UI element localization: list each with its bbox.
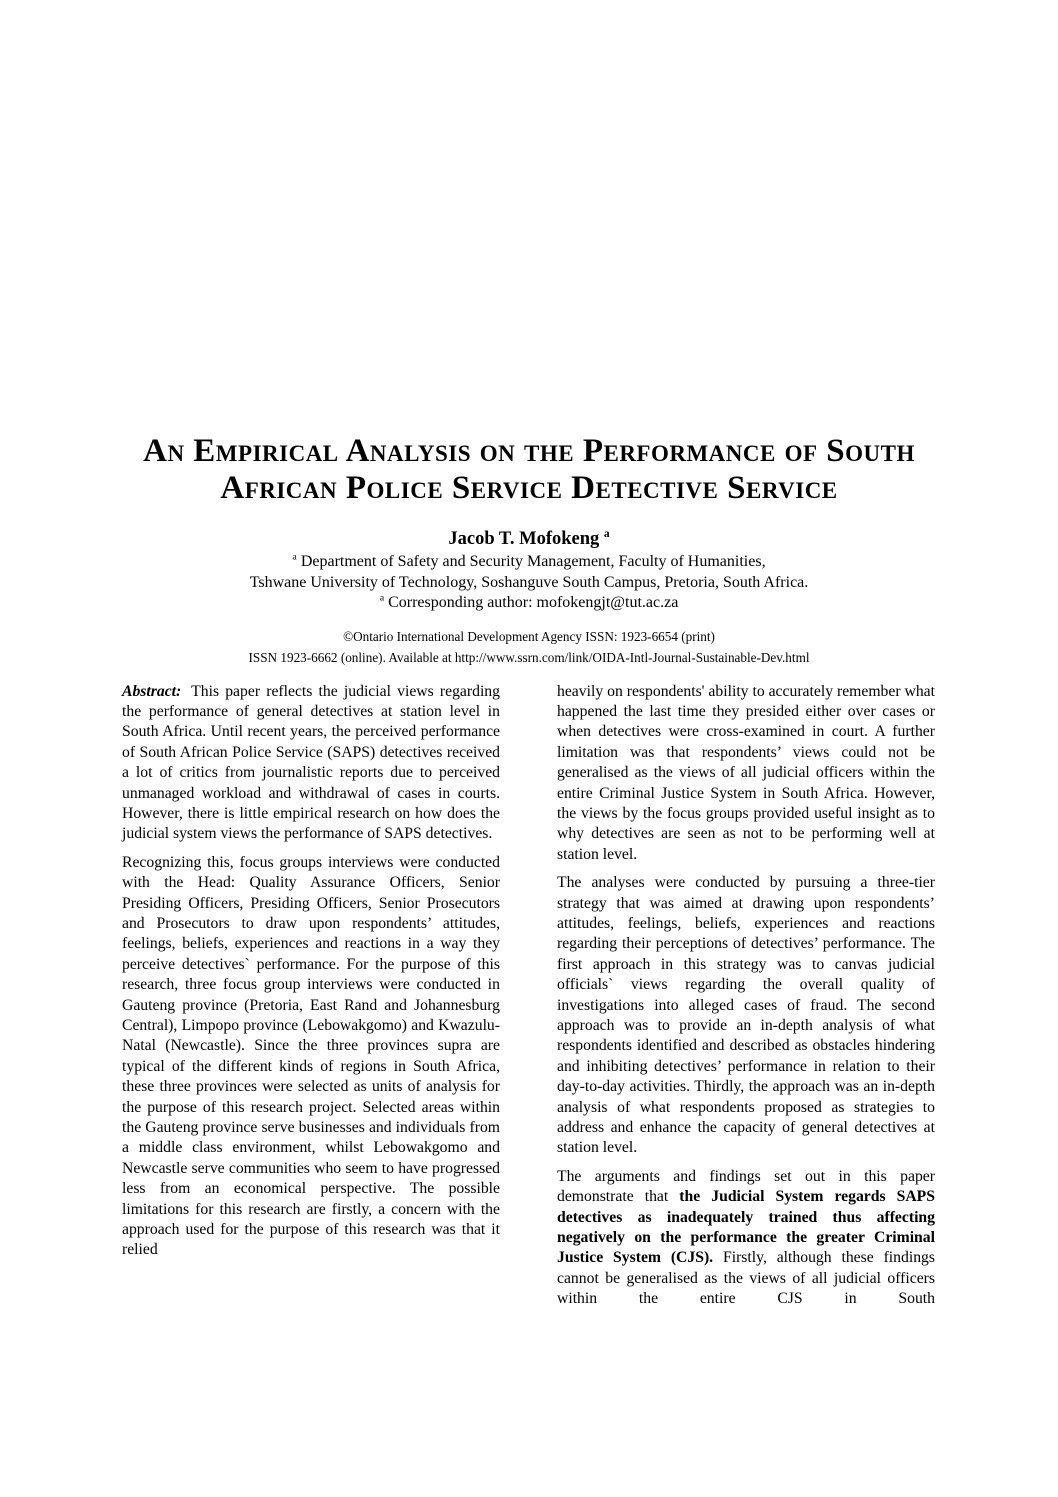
corresponding-author-line [0,593,1058,614]
two-column-body [0,682,1058,1310]
body-paragraph-limitations: heavily on respondents' ability to accurately remember what happened the last time they presided either over cases or when detectives were cross-examined in court. A further limitation was that respondents’ views could not be generalised as the views of all judicial officers within the entire Criminal Justice System in South Africa. However, the views by the focus groups provided useful insight as to why detectives are seen as not to be performing well at station level. [557,682,935,863]
publisher-issn-online-line: ISSN 1923-6662 (online). Available at http://www.ssrn.com/link/OIDA-Intl-Journal-Sustainable-Dev.html [248,649,810,665]
corresponding-author-text: Corresponding author: mofokengjt@tut.ac.za [388,594,679,611]
body-paragraph-methods: Recognizing this, focus groups interviews were conducted with the Head: Quality Assurance Officers, Senior Presiding Officers, Presiding Officers, Senior Prosecutors and Prosecutors to draw upon respondents’ attitudes, feelings, beliefs, experiences and reactions in a way they perceive detectives` performance. For the purpose of this research, three focus group interviews were conducted in Gauteng province (Pretoria, East Rand and Johannesburg Central), Limpopo province (Lebowakgomo) and Kwazulu-Natal (Newcastle). Since the three provinces supra are typical of the different kinds of regions in South Africa, these three provinces were selected as units of analysis for the purpose of this research project. Selected areas within the Gauteng province serve businesses and individuals from a middle class environment, whilst Lebowakgomo and Newcastle serve communities who seem to have progressed less from an economical perspective. The possible limitations for this research are firstly, a concern with the approach used for the purpose of this research was that it relied [122,853,500,1259]
paper-title-line-2: African Police Service Detective Service [220,470,838,506]
paper-title [0,433,1058,507]
publisher-issn-print-line: ©Ontario International Development Agency ISSN: 1923-6654 (print) [343,628,715,644]
affiliation-line-2: Tshwane University of Technology, Soshanguve South Campus, Pretoria, South Africa. [249,573,809,591]
corresponding-superscript: a [379,592,385,604]
body-paragraph-analyses: The analyses were conducted by pursuing a three-tier strategy that was aimed at drawing upon respondents’ attitudes, feelings, beliefs, experiences and reactions regarding their perceptions of detectives’ performance. The first approach in this strategy was to canvas judicial officials` views regarding the overall quality of investigations into alleged cases of fraud. The second approach was to provide an in-depth analysis of what respondents identified and described as obstacles hindering and inhibiting detectives’ performance in relation to their day-to-day activities. Thirdly, the approach was an in-depth analysis of what respondents proposed as strategies to address and enhance the capacity of general detectives at station level. [557,874,935,1157]
abstract-text: This paper reflects the judicial views regarding the performance of general detectives at station level in South Africa. Until recent years, the perceived performance of South African Police Service (SAPS) detectives received a lot of critics from journalistic reports due to perceived unmanaged workload and withdrawal of cases in courts. However, there is little empirical research on how does the judicial system views the performance of SAPS detectives. [122,682,500,843]
abstract-paragraph [122,682,500,845]
affiliation-superscript: a [292,551,297,563]
author-line [0,528,1058,550]
paper-title-line-1: An Empirical Analysis on the Performance of South [143,433,915,469]
author-name: Jacob T. Mofokeng [448,529,600,549]
findings-suffix: Firstly, although these findings cannot be generalised as the views of all judicial officers within the entire CJS in South [557,1249,935,1308]
abstract-label: Abstract: [122,682,182,700]
right-column [557,682,935,1310]
body-paragraph-findings [557,1167,935,1310]
findings-bold-claim: the Judicial System regards SAPS detectives as inadequately trained thus affecting negatively on the performance the greater Criminal Justice System (CJS). [557,1188,935,1267]
author-superscript: a [603,527,610,540]
affiliation-line-1 [0,552,1058,573]
publisher-block [0,626,1058,668]
affiliation-line-1-text: Department of Safety and Security Management, Faculty of Humanities, [300,553,766,570]
findings-prefix: The arguments and findings set out in this paper demonstrate that [557,1167,935,1206]
left-column [122,682,500,1310]
affiliation-block [0,552,1058,614]
